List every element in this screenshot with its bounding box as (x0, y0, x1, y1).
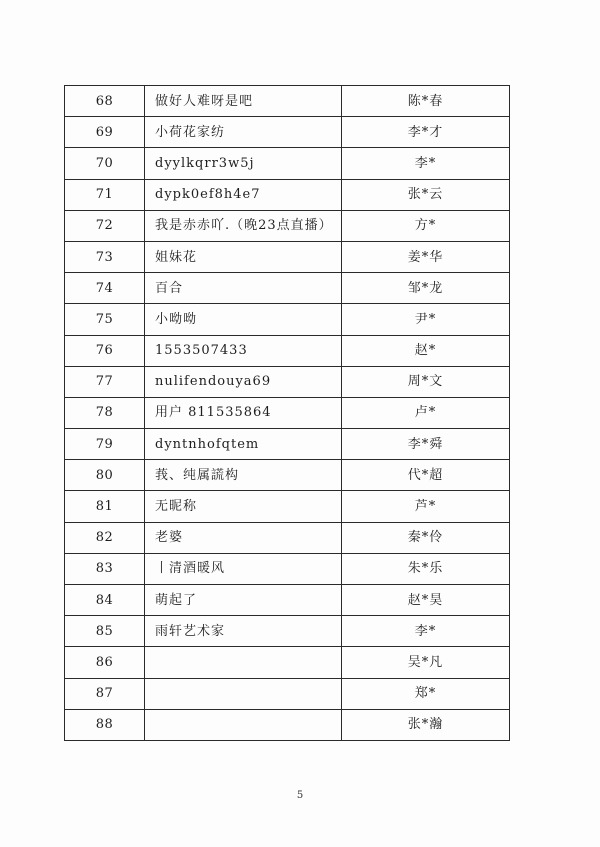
name-cell: 方* (342, 210, 510, 241)
name-cell: 郑* (342, 678, 510, 709)
row-number-cell: 74 (65, 273, 145, 304)
row-number-cell: 86 (65, 647, 145, 678)
row-number-cell: 84 (65, 585, 145, 616)
nickname-cell: 无昵称 (145, 491, 342, 522)
nickname-cell (145, 678, 342, 709)
table-row (65, 616, 510, 647)
name-cell: 李*才 (342, 117, 510, 148)
name-cell: 吴*凡 (342, 647, 510, 678)
name-cell: 代*超 (342, 460, 510, 491)
name-cell: 李* (342, 148, 510, 179)
table-row (65, 460, 510, 491)
nickname-cell (145, 647, 342, 678)
page-number: 5 (296, 790, 304, 801)
table-row (65, 647, 510, 678)
nickname-cell: nulifendouya69 (145, 366, 342, 397)
table-row (65, 241, 510, 272)
name-cell: 朱*乐 (342, 553, 510, 584)
table-row (65, 709, 510, 740)
row-number-cell: 71 (65, 179, 145, 210)
roster-table-body (65, 86, 510, 741)
name-cell: 张*瀚 (342, 709, 510, 740)
table-row (65, 491, 510, 522)
name-cell: 邹*龙 (342, 273, 510, 304)
table-row (65, 397, 510, 428)
table-row (65, 148, 510, 179)
table-row (65, 335, 510, 366)
row-number-cell: 80 (65, 460, 145, 491)
nickname-cell: 老婆 (145, 522, 342, 553)
name-cell: 秦*伶 (342, 522, 510, 553)
name-cell: 尹* (342, 304, 510, 335)
name-cell: 周*文 (342, 366, 510, 397)
nickname-cell: 丨清酒暖风 (145, 553, 342, 584)
name-cell: 李*舜 (342, 429, 510, 460)
name-cell: 卢* (342, 397, 510, 428)
nickname-cell: 用户 811535864 (145, 397, 342, 428)
table-row (65, 117, 510, 148)
nickname-cell: dyntnhofqtem (145, 429, 342, 460)
table-row (65, 273, 510, 304)
table-row (65, 429, 510, 460)
row-number-cell: 82 (65, 522, 145, 553)
nickname-cell: 小荷花家纺 (145, 117, 342, 148)
name-cell: 张*云 (342, 179, 510, 210)
row-number-cell: 73 (65, 241, 145, 272)
nickname-cell: dypk0ef8h4e7 (145, 179, 342, 210)
name-cell: 陈*春 (342, 86, 510, 117)
row-number-cell: 76 (65, 335, 145, 366)
row-number-cell: 83 (65, 553, 145, 584)
table-row (65, 210, 510, 241)
nickname-cell: 1553507433 (145, 335, 342, 366)
table-row (65, 179, 510, 210)
nickname-cell: 做好人难呀是吧 (145, 86, 342, 117)
name-cell: 赵* (342, 335, 510, 366)
table-row (65, 553, 510, 584)
name-cell: 李* (342, 616, 510, 647)
table-row (65, 304, 510, 335)
row-number-cell: 70 (65, 148, 145, 179)
nickname-cell: 萌起了 (145, 585, 342, 616)
row-number-cell: 78 (65, 397, 145, 428)
row-number-cell: 88 (65, 709, 145, 740)
row-number-cell: 85 (65, 616, 145, 647)
name-cell: 姜*华 (342, 241, 510, 272)
row-number-cell: 81 (65, 491, 145, 522)
table-row (65, 585, 510, 616)
nickname-cell: dyylkqrr3w5j (145, 148, 342, 179)
row-number-cell: 72 (65, 210, 145, 241)
row-number-cell: 75 (65, 304, 145, 335)
nickname-cell: 小呦呦 (145, 304, 342, 335)
nickname-cell: 雨轩艺术家 (145, 616, 342, 647)
nickname-cell: 莪、纯属謊构 (145, 460, 342, 491)
row-number-cell: 87 (65, 678, 145, 709)
nickname-cell: 姐妹花 (145, 241, 342, 272)
row-number-cell: 68 (65, 86, 145, 117)
nickname-cell: 百合 (145, 273, 342, 304)
nickname-cell: 我是赤赤吖.（晚23点直播） (145, 210, 342, 241)
row-number-cell: 77 (65, 366, 145, 397)
nickname-cell (145, 709, 342, 740)
table-row (65, 366, 510, 397)
row-number-cell: 69 (65, 117, 145, 148)
name-cell: 赵*昊 (342, 585, 510, 616)
table-row (65, 678, 510, 709)
roster-table (64, 85, 510, 741)
table-row (65, 86, 510, 117)
row-number-cell: 79 (65, 429, 145, 460)
table-row (65, 522, 510, 553)
name-cell: 芦* (342, 491, 510, 522)
